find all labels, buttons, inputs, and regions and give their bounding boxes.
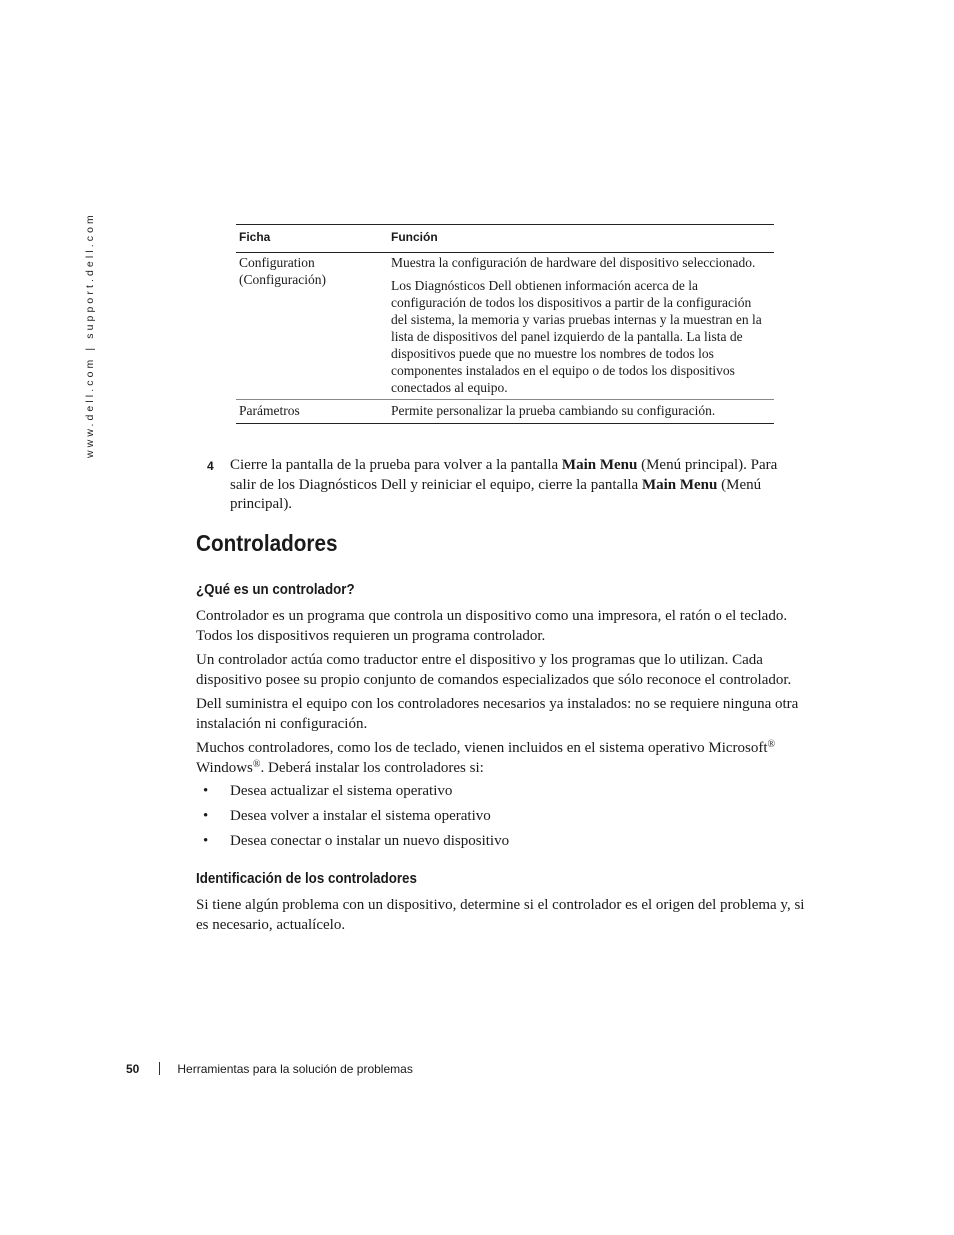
function-text: Permite personalizar la prueba cambiando su configuración.	[391, 403, 716, 418]
step-number: 4	[207, 459, 214, 473]
table-cell-tab	[236, 253, 388, 400]
paragraph-part: . Deberá instalar los controladores si:	[260, 759, 484, 776]
registered-mark: ®	[252, 758, 261, 770]
step-4	[207, 456, 787, 515]
paragraph: Si tiene algún problema con un dispositivo, determine si el controlador es el origen del problema y, si es necesario, actualícelo.	[196, 897, 805, 933]
step-text	[230, 456, 787, 515]
bullet-dot: •	[203, 833, 209, 849]
table-header-function: Función	[388, 225, 774, 253]
footer-title: Herramientas para la solución de problemas	[177, 1062, 413, 1076]
paragraph	[196, 739, 816, 778]
table-header-row	[236, 225, 774, 253]
paragraph: Un controlador actúa como traductor entre el dispositivo y los programas que lo utilizan. Cada dispositivo posee su propio conjunto de comandos especializados que sólo reconoce el controlador.	[196, 652, 792, 688]
list-item	[203, 832, 509, 851]
list-item-text: Desea actualizar el sistema operativo	[230, 783, 453, 799]
subheading-identify-drivers: Identificación de los controladores	[196, 871, 417, 887]
diagnostics-tabs-table	[236, 224, 774, 424]
table-header-tab: Ficha	[236, 225, 388, 253]
list-item-text: Desea volver a instalar el sistema operativo	[230, 808, 491, 824]
paragraph: Dell suministra el equipo con los controladores necesarios ya instalados: no se requiere ninguna otra instalación ni configuración.	[196, 696, 799, 732]
bullet-dot: •	[203, 783, 209, 799]
function-text: Los Diagnósticos Dell obtienen información acerca de la configuración de todos los dispositivos a partir de la configuración del sistema, la memoria y varias pruebas internas y la muestran en la lista de dispositivos del panel izquierdo de la pantalla. La lista de dispositivos puede que no muestre los nombres de todos los componentes instalados en el equipo o de todos los dispositivos conectados al equipo.	[391, 278, 762, 395]
bullet-dot: •	[203, 808, 209, 824]
step-text-part: (Menú principal). Para salir de los Diagnósticos Dell y reiniciar el equipo, cierre la pantalla	[230, 457, 778, 493]
table-cell-function	[388, 253, 774, 400]
paragraph-part: Windows	[196, 759, 253, 776]
table-row	[236, 253, 774, 400]
paragraph: Controlador es un programa que controla un dispositivo como una impresora, el ratón o el teclado. Todos los dispositivos requieren un programa controlador.	[196, 608, 788, 644]
registered-mark: ®	[767, 739, 776, 750]
list-item	[203, 807, 491, 826]
step-text-part: (Menú principal).	[230, 476, 762, 512]
section-heading: Controladores	[196, 530, 338, 556]
tab-name: Configuration	[239, 255, 315, 270]
list-item-text: Desea conectar o instalar un nuevo dispositivo	[230, 833, 510, 849]
table-row	[236, 400, 774, 424]
footer-divider	[159, 1062, 160, 1075]
list-item	[203, 782, 452, 801]
table-cell-function	[388, 400, 774, 424]
function-text: Muestra la configuración de hardware del dispositivo seleccionado.	[391, 255, 756, 270]
subheading-what-is-driver: ¿Qué es un controlador?	[196, 582, 355, 598]
main-menu-label: Main Menu	[561, 457, 638, 473]
table-cell-tab	[236, 400, 388, 424]
tab-name: Parámetros	[239, 403, 300, 418]
paragraph-part: Muchos controladores, como los de teclado, vienen incluidos en el sistema operativo Microsoft	[196, 740, 768, 756]
step-text-part: Cierre la pantalla de la prueba para volver a la pantalla	[230, 457, 562, 473]
main-menu-label: Main Menu	[641, 476, 718, 493]
side-url: www.dell.com | support.dell.com	[84, 212, 96, 458]
page-number: 50	[126, 1062, 140, 1076]
page-footer	[126, 1062, 413, 1076]
tab-name-translation: (Configuración)	[239, 272, 326, 287]
